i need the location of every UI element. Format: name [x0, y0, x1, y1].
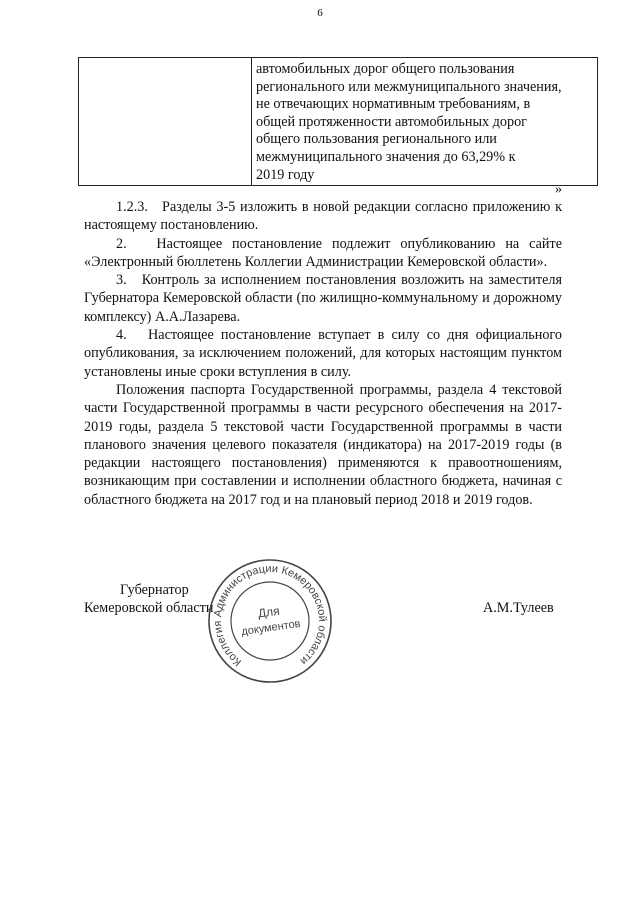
closing-quote: »: [555, 182, 562, 197]
page-number: 6: [317, 7, 323, 19]
seal-outer-ring: [209, 560, 331, 682]
seal-center-line2: документов: [240, 617, 302, 639]
cell-line: общей протяженности автомобильных дорог: [256, 113, 527, 130]
paragraph-2: 2. Настоящее постановление подлежит опубликованию на сайте «Электронный бюллетень Коллегии Администрации Кемеровской области».: [84, 235, 562, 270]
seal-center-line1: Для: [257, 603, 281, 621]
paragraph-3: 3. Контроль за исполнением постановления возложить на заместителя Губернатора Кемеровской области (по жилищно-коммунальному и дорожному комплексу) А.А.Лазарева.: [84, 272, 562, 325]
continuation-table: [78, 57, 598, 186]
signer-organization: Кемеровской области: [84, 600, 214, 616]
cell-line: автомобильных дорог общего пользования: [256, 61, 515, 77]
signer-title: Губернатор: [120, 582, 189, 598]
cell-line: общего пользования регионального или: [256, 131, 497, 148]
cell-line: межмуниципального значения до 63,29% к: [256, 148, 516, 165]
document-body: [84, 198, 562, 509]
official-seal-stamp: [205, 556, 335, 686]
table-cell-empty: [79, 58, 252, 186]
signer-name: А.М.Тулеев: [483, 600, 554, 616]
table-row: [79, 58, 598, 186]
cell-line: регионального или межмуниципального значения,: [256, 78, 562, 95]
paragraph-1-2-3: 1.2.3. Разделы 3-5 изложить в новой редакции согласно приложению к настоящему постановлению.: [84, 199, 562, 234]
cell-line: 2019 году: [256, 166, 315, 183]
seal-ring-text: Коллегия Администрации Кемеровской области: [211, 562, 329, 669]
table-cell-text: [252, 58, 598, 186]
paragraph-4: 4. Настоящее постановление вступает в силу со дня официального опубликования, за исключением положений, для которых настоящим пунктом установлены иные сроки вступления в силу.: [84, 327, 562, 380]
cell-line: не отвечающих нормативным требованиям, в: [256, 96, 531, 113]
paragraph-provisions: Положения паспорта Государственной программы, раздела 4 текстовой части Государственной программы в части ресурсного обеспечения на 2017-2019 годы, раздела 5 текстовой части Государственной программы в части планового значения целевого показателя (индикатора) на 2017-2019 годы (в редакции настоящего постановления) применяются к правоотношениям, возникающим при составлении и исполнении областного бюджета, начиная с областного бюджета на 2017 год и на плановый период 2018 и 2019 годов.: [84, 381, 562, 508]
